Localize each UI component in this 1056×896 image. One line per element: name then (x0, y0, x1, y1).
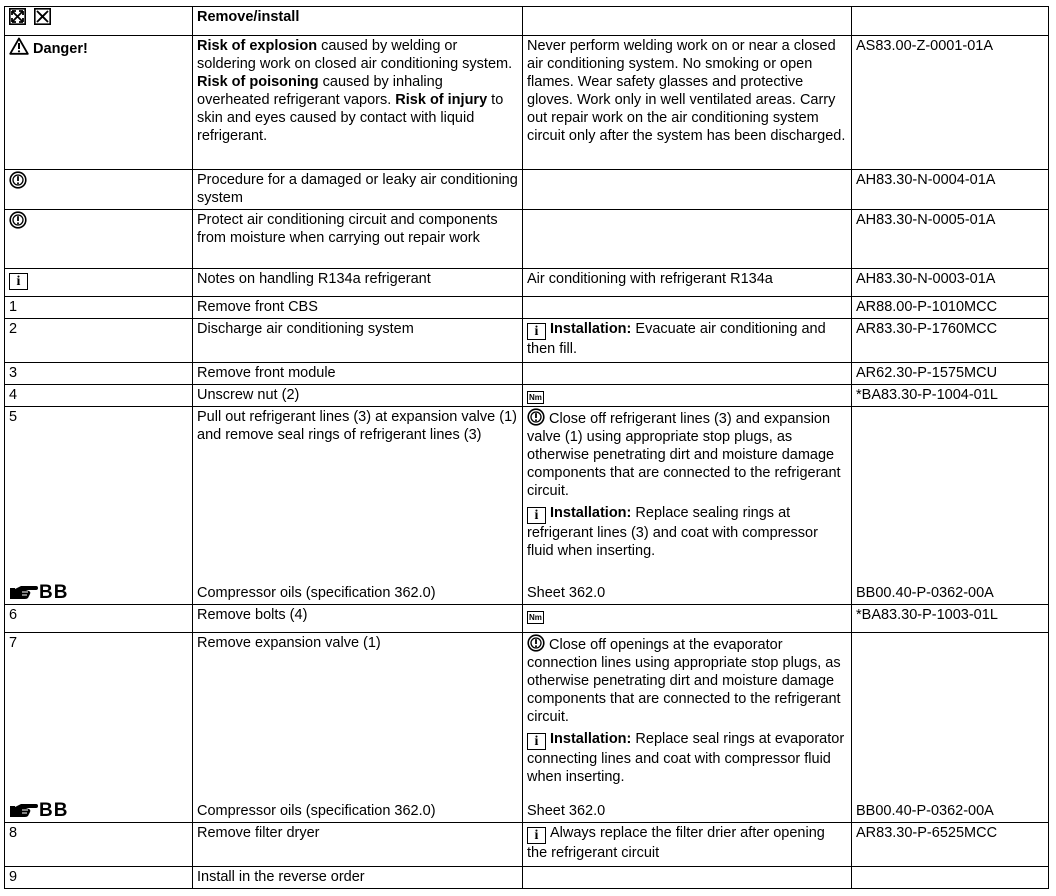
installation-text: Evacuate air conditioning and then fill. (527, 321, 826, 357)
pointing-hand-icon (9, 582, 39, 600)
info-text: Always replace the filter drier after opening the refrigerant circuit (527, 825, 825, 861)
header-icons-cell (5, 7, 193, 36)
bb-text: Compressor oils (specification 362.0) (197, 803, 436, 819)
step-text: Discharge air conditioning system (193, 319, 523, 363)
pointing-hand-icon (9, 800, 39, 818)
bb-text: Compressor oils (specification 362.0) (197, 585, 436, 601)
install-icon (34, 8, 51, 25)
note-text: Notes on handling R134a refrigerant (193, 269, 523, 297)
note-circle-icon (9, 171, 27, 189)
risk-poisoning: Risk of poisoning (197, 74, 319, 90)
step-note (527, 634, 847, 726)
note-circle-icon (9, 211, 27, 229)
bb-label: BB (39, 800, 69, 821)
risk-explosion: Risk of explosion (197, 38, 318, 54)
bb-reference (9, 800, 68, 821)
step-ref: *BA83.30-P-1004-01L (852, 385, 1049, 407)
step-row (5, 297, 1049, 319)
step-number: 9 (5, 867, 193, 889)
step-number: 7 (9, 635, 18, 651)
step-text: Unscrew nut (2) (193, 385, 523, 407)
danger-label-cell (5, 36, 193, 170)
installation-label: Installation: (550, 321, 632, 337)
step-text: Remove front module (193, 363, 523, 385)
step-row (5, 385, 1049, 407)
installation-text: Replace sealing rings at refrigerant lines (3) and coat with compressor fluid when inserting. (527, 505, 818, 559)
info-box-icon: i (527, 323, 546, 340)
note-text: Close off refrigerant lines (3) and expansion valve (1) using appropriate stop plugs, as otherwise penetrating dirt and moisture damage components that are connected to the refrigerant circuit. (527, 411, 841, 499)
step-ref: AR83.30-P-6525MCC (852, 823, 1049, 867)
step-row (5, 319, 1049, 363)
bb-sheet: Sheet 362.0 (527, 803, 606, 819)
bb-reference (9, 582, 68, 603)
torque-nm-icon: Nm (529, 613, 542, 622)
note-text: Procedure for a damaged or leaky air conditioning system (193, 170, 523, 210)
procedure-table (4, 6, 1049, 889)
installation-note (527, 730, 847, 786)
installation-text: Replace seal rings at evaporator connecting lines and coat with compressor fluid when inserting. (527, 731, 845, 785)
info-box-icon: i (527, 827, 546, 844)
step-note (527, 408, 847, 500)
step-row (5, 605, 1049, 633)
installation-label: Installation: (550, 505, 632, 521)
bb-ref: BB00.40-P-0362-00A (856, 585, 994, 601)
danger-row (5, 36, 1049, 170)
step-text: Remove expansion valve (1) (197, 635, 381, 651)
info-box-icon: i (527, 733, 546, 750)
danger-ref: AS83.00-Z-0001-01A (852, 36, 1049, 170)
risk-injury: Risk of injury (395, 92, 488, 108)
step-row (5, 823, 1049, 867)
step-number: 1 (5, 297, 193, 319)
risk-poisoning-text: caused by inhaling overheated refrigerant vapors. (197, 74, 443, 108)
note-row (5, 269, 1049, 297)
warning-triangle-icon (9, 37, 29, 55)
torque-nm-icon: Nm (529, 393, 542, 402)
note-ref: AH83.30-N-0005-01A (852, 210, 1049, 269)
danger-risks-cell (193, 36, 523, 170)
step-number: 3 (5, 363, 193, 385)
note-row (5, 170, 1049, 210)
installation-label: Installation: (550, 731, 632, 747)
step-row (5, 363, 1049, 385)
step-number: 8 (5, 823, 193, 867)
step-row (5, 867, 1049, 889)
note-circle-icon (527, 634, 545, 652)
bb-ref: BB00.40-P-0362-00A (856, 803, 994, 819)
note-ref: AH83.30-N-0003-01A (852, 269, 1049, 297)
step-row (5, 633, 1049, 823)
step-ref: AR83.30-P-1760MCC (852, 319, 1049, 363)
step-text: Remove filter dryer (193, 823, 523, 867)
note-text: Protect air conditioning circuit and components from moisture when carrying out repair work (193, 210, 523, 269)
step-row (5, 407, 1049, 605)
bb-label: BB (39, 582, 69, 603)
remove-icon (9, 8, 26, 25)
note-text: Close off openings at the evaporator connection lines using appropriate stop plugs, as otherwise penetrating dirt and moisture damage components that are connected to the refrigerant circuit. (527, 637, 841, 725)
note-row (5, 210, 1049, 269)
danger-label: Danger! (33, 41, 88, 57)
note-extra: Air conditioning with refrigerant R134a (523, 269, 852, 297)
note-ref: AH83.30-N-0004-01A (852, 170, 1049, 210)
step-ref: *BA83.30-P-1003-01L (852, 605, 1049, 633)
note-circle-icon (527, 408, 545, 426)
bb-sheet: Sheet 362.0 (527, 585, 606, 601)
step-number: 4 (5, 385, 193, 407)
info-box-icon: i (9, 273, 28, 290)
step-number: 5 (9, 409, 18, 425)
step-ref: AR62.30-P-1575MCU (852, 363, 1049, 385)
header-title: Remove/install (193, 7, 523, 36)
step-text: Remove bolts (4) (193, 605, 523, 633)
step-text: Pull out refrigerant lines (3) at expansion valve (1) and remove seal rings of refrigerant lines (3) (197, 409, 517, 443)
header-row (5, 7, 1049, 36)
risk-explosion-text: caused by welding or soldering work on closed air conditioning system. (197, 38, 513, 72)
info-box-icon: i (527, 507, 546, 524)
step-number: 2 (5, 319, 193, 363)
risk-injury-text: to skin and eyes caused by contact with liquid refrigerant. (197, 92, 504, 144)
danger-measure: Never perform welding work on or near a closed air conditioning system. No smoking or open flames. Wear safety glasses and protective gloves. Work only in well ventilated areas. Carry out repair work on the air conditioning system circuit only after the system has been discharged. (523, 36, 852, 170)
installation-note (527, 504, 847, 560)
step-text: Remove front CBS (193, 297, 523, 319)
step-number: 6 (5, 605, 193, 633)
step-ref: AR88.00-P-1010MCC (852, 297, 1049, 319)
step-text: Install in the reverse order (193, 867, 523, 889)
